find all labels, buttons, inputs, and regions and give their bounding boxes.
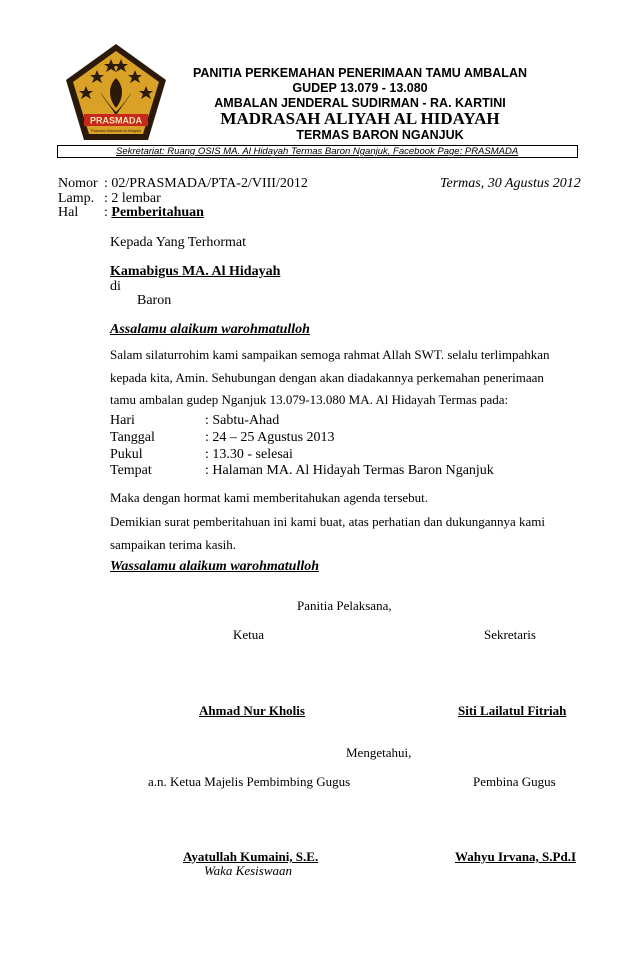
paragraph3-line1: Demikian surat pemberitahuan ini kami buat, atas perhatian dan dukungannya kami — [110, 514, 546, 529]
letterhead-rule — [57, 145, 578, 158]
closing: Wassalamu alaikum warohmatulloh — [110, 559, 320, 574]
sekretaris-title: Sekretaris — [484, 627, 536, 642]
nomor-label: Nomor — [58, 176, 98, 191]
letterhead-line5: TERMAS BARON NGANJUK — [296, 128, 464, 142]
logo-subtext: Pramuka Madrasah Al Hidayah — [91, 129, 141, 133]
secretariat-text: Sekretariat: Ruang OSIS MA. Al Hidayah Termas Baron Nganjuk, Facebook Page: PRASMADA — [116, 146, 519, 157]
committee-label: Panitia Pelaksana, — [297, 598, 392, 613]
hal-line — [104, 205, 204, 221]
greeting: Assalamu alaikum warohmatulloh — [110, 322, 310, 337]
addressee-name: Kamabigus MA. Al Hidayah — [110, 264, 281, 279]
ketua-title: Ketua — [233, 627, 265, 642]
paragraph1-line2: kepada kita, Amin. Sehubungan dengan akan diadakannya perkemahan penerimaan — [110, 370, 544, 385]
letterhead-line1: PANITIA PERKEMAHAN PENERIMAAN TAMU AMBALAN — [192, 66, 527, 80]
detail-label-tanggal: Tanggal — [110, 430, 155, 445]
detail-value-tanggal: : 24 – 25 Agustus 2013 — [205, 430, 335, 445]
majelis-title: a.n. Ketua Majelis Pembimbing Gugus — [148, 774, 351, 789]
acknowledged-label: Mengetahui, — [346, 745, 412, 760]
sekretaris-name: Siti Lailatul Fitriah — [458, 703, 567, 718]
detail-value-hari: : Sabtu-Ahad — [205, 413, 280, 428]
addressee-di: di — [110, 279, 121, 294]
place-date: Termas, 30 Agustus 2012 — [440, 176, 581, 191]
organization-logo — [64, 42, 168, 142]
majelis-name: Ayatullah Kumaini, S.E. — [183, 849, 319, 864]
ketua-name: Ahmad Nur Kholis — [199, 703, 305, 718]
hal-value: Pemberitahuan — [111, 205, 204, 220]
paragraph1-line3: tamu ambalan gudep Nganjuk 13.079-13.080 MA. Al Hidayah Termas pada: — [110, 392, 509, 407]
lamp-value: : 2 lembar — [104, 191, 161, 206]
nomor-value: : 02/PRASMADA/PTA-2/VIII/2012 — [104, 176, 308, 191]
detail-label-tempat: Tempat — [110, 463, 152, 478]
addressee-place: Baron — [137, 293, 172, 308]
hal-colon: : — [104, 205, 112, 220]
letterhead-school-name: MADRASAH ALIYAH AL HIDAYAH — [220, 109, 500, 128]
letterhead-line3: AMBALAN JENDERAL SUDIRMAN - RA. KARTINI — [214, 96, 506, 110]
hal-label: Hal — [58, 205, 79, 220]
detail-value-tempat: : Halaman MA. Al Hidayah Termas Baron Nganjuk — [205, 463, 494, 478]
pembina-title: Pembina Gugus — [473, 774, 556, 789]
logo-text: PRASMADA — [89, 115, 143, 126]
paragraph1-line1: Salam silaturrohim kami sampaikan semoga rahmat Allah SWT. selalu terlimpahkan — [110, 347, 550, 362]
detail-value-pukul: : 13.30 - selesai — [205, 447, 293, 462]
salutation: Kepada Yang Terhormat — [110, 235, 247, 250]
detail-label-pukul: Pukul — [110, 447, 143, 462]
paragraph3-line2: sampaikan terima kasih. — [110, 537, 236, 552]
pembina-name: Wahyu Irvana, S.Pd.I — [455, 849, 577, 864]
paragraph2: Maka dengan hormat kami memberitahukan agenda tersebut. — [110, 490, 429, 505]
lamp-label: Lamp. — [58, 191, 95, 206]
letterhead-line2: GUDEP 13.079 - 13.080 — [292, 81, 428, 95]
detail-label-hari: Hari — [110, 413, 135, 428]
majelis-role: Waka Kesiswaan — [204, 863, 292, 878]
